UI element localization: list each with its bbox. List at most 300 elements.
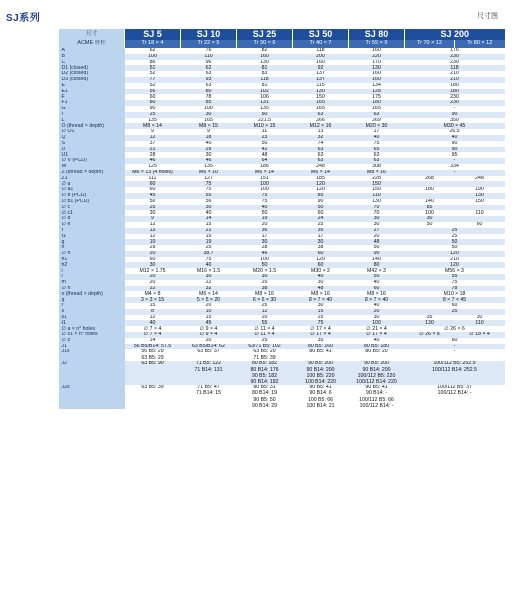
table-cell: 32: [293, 135, 349, 141]
table-cell: 180: [405, 89, 505, 95]
row-label: F: [59, 94, 125, 100]
row-label: D3 (closed): [59, 77, 125, 83]
table-cell: 75: [181, 181, 237, 187]
table-cell: 130: [293, 89, 349, 95]
table-cell: 86: [149, 59, 156, 65]
row-label: ∅ b (PCD): [59, 193, 125, 199]
table-cell-sj200: 60: [476, 221, 483, 228]
table-cell: 50: [261, 210, 268, 216]
table-cell: 80: [349, 262, 405, 268]
table-cell: 26.5: [449, 129, 460, 135]
table-cell: 37: [149, 140, 156, 147]
table-cell: 165: [316, 105, 325, 112]
table-cell: 150: [349, 181, 405, 187]
table-cell: 120: [293, 181, 349, 187]
row-label: Z (thread × depth): [59, 170, 125, 176]
table-cell: 100: [260, 187, 269, 193]
table-cell-sj200: 35: [426, 314, 433, 320]
table-cell: 20: [125, 274, 181, 280]
table-cell: 6 × 6 × 30: [237, 297, 293, 303]
model-header: SJ 10: [181, 29, 237, 40]
table-cell: 40: [373, 337, 380, 344]
table-cell: 55: [237, 320, 293, 326]
table-cell: 15: [205, 233, 212, 239]
table-cell: 30: [237, 239, 293, 245]
table-cell: [405, 361, 505, 385]
table-cell: 78: [205, 94, 212, 100]
table-cell: 308: [372, 163, 381, 170]
row-label: h2: [59, 262, 125, 268]
table-cell-sj200: 190: [475, 187, 484, 193]
table-cell: 165: [293, 100, 349, 106]
table-cell: 125: [148, 163, 157, 170]
row-label: E1: [59, 89, 125, 95]
row-label: L: [59, 118, 125, 124]
table-cell: 17: [261, 233, 268, 239]
model-header: SJ 50: [293, 29, 349, 40]
table-cell: 40: [181, 262, 237, 268]
table-cell: 63 B5: 37: [197, 349, 220, 355]
table-cell: 14: [149, 337, 156, 344]
table-cell: 80: [181, 89, 237, 95]
table-cell: M6 × 10: [181, 170, 237, 176]
table-cell: M16 × 1.5: [196, 268, 221, 274]
table-cell: 30: [237, 274, 293, 280]
row-label: G: [59, 106, 125, 112]
table-cell-sj200: 30: [476, 314, 483, 320]
table-cell: 92: [293, 65, 349, 71]
table-cell: 40: [205, 210, 212, 216]
row-label: s1: [59, 315, 125, 321]
table-cell: 60: [149, 187, 156, 193]
table-cell: 118: [316, 48, 325, 54]
table-cell: 63: [205, 82, 212, 89]
row-label: ∅ O1: [59, 129, 125, 135]
page-title: SJ系列: [6, 13, 41, 24]
row-label: t1: [59, 320, 125, 326]
table-cell: 63: [293, 158, 349, 164]
header-threads-row: [59, 40, 505, 48]
table-cell: 32: [181, 286, 237, 292]
table-cell: 130: [349, 65, 405, 71]
table-cell: [237, 361, 293, 385]
table-cell: 128: [349, 89, 405, 95]
cell-line: 80 B14: 176: [250, 366, 279, 373]
cell-line: 63 B5: 29: [253, 349, 276, 355]
table-cell: 8 × 7 × 40: [349, 297, 405, 303]
table-cell: 118: [237, 77, 293, 83]
table-cell: 74: [317, 140, 324, 147]
table-cell: 42: [237, 147, 293, 153]
table-cell-sj200: 130: [455, 193, 505, 199]
table-row: [59, 349, 505, 361]
table-cell: 81: [237, 65, 293, 71]
table-cell: 15: [205, 314, 212, 320]
table-cell: 30: [181, 205, 237, 211]
table-cell: 22: [205, 279, 212, 286]
cell-line: 71 B5: 39: [253, 354, 276, 361]
table-cell-sj200: ∅ 18 × 4: [455, 332, 505, 338]
table-cell: 25: [317, 221, 324, 228]
table-cell: 12: [237, 309, 293, 315]
table-cell: 160: [372, 48, 381, 54]
cell-line: 90 B5: 41: [309, 385, 332, 391]
row-label: f1: [59, 234, 125, 240]
row-label: ∅ c: [59, 205, 125, 211]
table-body: [59, 48, 505, 409]
table-cell-sj200: 180: [425, 187, 434, 193]
row-label: ∅ a × n° holes: [59, 326, 125, 332]
table-cell: 30: [349, 216, 405, 222]
thread-header: Tr 30 × 6: [237, 40, 293, 48]
row-label: g: [59, 239, 125, 245]
table-cell: 60: [451, 337, 458, 344]
table-cell: 135: [260, 105, 269, 112]
table-cell: 175: [372, 94, 381, 100]
row-label: ∅ e: [59, 222, 125, 228]
table-cell: 82: [261, 48, 268, 54]
dimension-table: [58, 29, 505, 409]
table-cell: 269: [372, 117, 381, 123]
cell-line: 71 B5: 47: [197, 385, 220, 391]
table-cell: 21: [181, 228, 237, 234]
table-cell: 75: [261, 198, 268, 205]
table-cell: 38: [237, 286, 293, 292]
table-cell: 90: [405, 112, 505, 118]
table-cell: ∅ 9 × 4: [181, 332, 237, 338]
table-cell-sj200: 50: [426, 221, 433, 228]
table-cell: 137: [293, 77, 349, 83]
table-cell: [293, 361, 349, 385]
table-cell: 60: [293, 251, 349, 257]
cell-line: 100/112 B14: 252.5: [432, 366, 477, 373]
table-cell: 180: [349, 100, 405, 106]
table-cell: 13: [317, 129, 324, 135]
table-cell: 14: [181, 216, 237, 222]
row-label: ∅ h: [59, 251, 125, 257]
table-cell: 60: [451, 303, 458, 309]
table-cell: 30: [205, 152, 212, 158]
table-cell: ∅ 17 × 4: [310, 326, 331, 332]
table-cell: M8 × 14: [125, 123, 181, 129]
table-cell-sj200: ∅ 26 × 8: [405, 332, 455, 338]
table-cell: 20: [149, 279, 156, 286]
table-cell: 111: [148, 175, 157, 181]
thread-header: Tr 70 × 12: [405, 40, 455, 48]
table-cell: 63 B5/B14: 62: [181, 344, 237, 350]
table-cell: 85: [293, 193, 349, 199]
table-cell: 28: [149, 152, 156, 158]
table-cell: 100: [237, 181, 293, 187]
table-cell: ∅ 26 × 6: [444, 326, 465, 332]
row-label: ∅ a: [59, 181, 125, 187]
cell-line: 80 B5: 182: [251, 361, 278, 367]
table-cell: ∅ 17 × 4: [349, 332, 405, 338]
table-cell: 120: [316, 256, 325, 262]
cell-line: 100/112 B5: 220: [357, 372, 396, 379]
table-cell: M12 × 1.75: [139, 268, 166, 274]
table-cell: 63: [293, 147, 349, 153]
table-cell: 120: [316, 187, 325, 193]
table-cell: ∅ 17 × 4: [293, 332, 349, 338]
table-cell: 221.5: [258, 117, 271, 123]
table-cell: 50: [237, 262, 293, 268]
table-cell-sj200: 100: [425, 210, 434, 216]
table-cell: 70: [349, 205, 405, 211]
table-cell: 63: [373, 152, 380, 158]
table-cell: 25: [125, 205, 181, 211]
table-cell: 100: [349, 320, 405, 326]
table-cell: 36: [237, 228, 293, 234]
table-cell: 102: [237, 89, 293, 95]
cell-line: 90 B14: 6: [309, 390, 332, 397]
table-cell: 10: [181, 309, 237, 315]
table-cell: -: [453, 105, 456, 112]
table-cell: 63: [317, 152, 324, 158]
table-cell: 50: [451, 245, 458, 251]
table-cell: 48: [293, 286, 349, 292]
table-cell: 12: [125, 135, 181, 141]
table-cell: 76: [205, 48, 212, 54]
table-cell: M12 × 16: [293, 123, 349, 129]
table-cell: 50: [149, 198, 156, 205]
table-cell: 75: [451, 279, 458, 286]
table-cell: 200: [293, 54, 349, 60]
table-cell: M10 × 15: [237, 123, 293, 129]
row-label: ∅ x1 × n° holes: [59, 332, 125, 338]
table-cell: 20: [205, 337, 212, 344]
table-cell: 50: [373, 245, 380, 251]
table-cell: ∅ 21 × 4: [366, 326, 387, 332]
row-label: ∅ V (PCD): [59, 158, 125, 164]
table-cell: 25: [261, 337, 268, 344]
row-label: h1: [59, 257, 125, 263]
table-cell: 18: [181, 135, 237, 141]
table-cell: 150: [316, 94, 325, 100]
table-cell: 8: [125, 309, 181, 315]
table-cell: 28: [261, 245, 268, 251]
table-cell: 48: [261, 152, 268, 158]
table-cell: M4 × 8: [144, 291, 161, 297]
table-cell: 60: [149, 94, 156, 100]
table-cell: 9: [207, 129, 210, 135]
table-cell: 12: [149, 314, 156, 320]
table-cell: 110: [181, 54, 237, 60]
table-cell: 17: [373, 129, 380, 135]
thread-header: Tr 80 × 12: [455, 40, 505, 48]
table-cell: 50: [261, 140, 268, 147]
table-cell: 45: [181, 320, 237, 326]
table-cell: 186: [260, 163, 269, 170]
table-cell: ∅ 7 × 4: [143, 326, 162, 332]
cell-line: 90 B14: 200: [306, 366, 335, 373]
row-label: ∅ b1 (PCD): [59, 199, 125, 205]
cell-line: 90 B14: -: [365, 390, 388, 397]
row-label: O (thread × depth): [59, 123, 125, 129]
table-cell: 80 B5: 180: [349, 344, 405, 350]
table-cell: 185: [316, 175, 325, 181]
table-cell: 25: [451, 233, 458, 239]
table-cell: 52: [149, 82, 156, 89]
row-label: Q: [59, 135, 125, 141]
row-label: Z1: [59, 176, 125, 182]
table-cell: 50: [293, 205, 349, 211]
table-cell: 63: [293, 112, 349, 118]
table-cell: 62: [149, 48, 156, 54]
table-cell-sj200: 85: [405, 205, 455, 211]
table-cell: 3 × 3 × 15: [125, 297, 181, 303]
table-cell: 56: [205, 198, 212, 205]
table-cell: ∅ 7 × 4: [125, 332, 181, 338]
cell-line: 100 B5: 220: [306, 372, 335, 379]
row-label: C: [59, 60, 125, 66]
table-row: [59, 361, 505, 385]
table-cell: 11: [261, 129, 268, 135]
table-cell: 151: [260, 175, 269, 181]
table-cell: 65: [349, 147, 405, 153]
table-cell: 80 B5: 20: [365, 349, 388, 355]
cell-line: 100 B14: 21: [306, 402, 335, 409]
table-cell: 25: [261, 279, 268, 286]
table-cell: 60: [317, 210, 324, 216]
model-header: SJ 5: [125, 29, 181, 40]
cell-line: 71 B14: 15: [195, 390, 222, 397]
table-cell: 21: [125, 147, 181, 153]
table-cell: 78: [405, 286, 505, 292]
table-cell: 81: [261, 82, 268, 89]
table-cell: -: [405, 344, 505, 350]
cell-line: 90 B5: 50: [253, 396, 276, 403]
table-cell: 48: [349, 239, 405, 245]
table-cell: 40: [405, 135, 505, 141]
table-cell: M10 × 18: [443, 291, 466, 297]
table-cell: M8 × 16: [311, 291, 330, 297]
table-cell: 180: [450, 82, 459, 89]
table-cell: 165: [372, 105, 381, 112]
table-cell: 45: [125, 193, 181, 199]
row-label: S: [59, 141, 125, 147]
table-cell: 75: [205, 256, 212, 262]
table-cell: M42 × 3: [367, 268, 386, 274]
table-cell: 63: [349, 112, 405, 118]
table-cell: 137: [316, 71, 325, 77]
table-cell: 63 B5: 39: [141, 385, 164, 391]
row-label: ∅ n: [59, 286, 125, 292]
model-header: SJ 25: [237, 29, 293, 40]
table-cell: 15: [205, 221, 212, 228]
table-cell: 17: [317, 233, 324, 239]
table-cell: 20: [373, 233, 380, 239]
cell-line: 90 B14: 29: [251, 402, 278, 409]
table-cell: 62: [181, 65, 237, 71]
row-label: U: [59, 147, 125, 153]
table-cell: 38.7: [181, 251, 237, 257]
row-label: D2 (closed): [59, 71, 125, 77]
table-cell-sj200: 110: [475, 210, 484, 216]
table-cell: 95: [451, 152, 458, 158]
table-cell: 60: [293, 262, 349, 268]
table-cell: 75: [373, 140, 380, 147]
row-label: s: [59, 309, 125, 315]
row-label: ∅ c1: [59, 210, 125, 216]
row-label: f: [59, 228, 125, 234]
table-cell: 19: [237, 216, 293, 222]
table-cell: 24: [293, 216, 349, 222]
table-cell: 40: [125, 320, 181, 326]
page-subtitle: 尺寸图: [477, 13, 498, 20]
table-cell: 60: [125, 181, 181, 187]
table-cell: [349, 361, 405, 385]
thread-header: Tr 18 × 4: [125, 40, 181, 48]
table-cell: [405, 385, 505, 409]
table-cell: 90: [451, 140, 458, 147]
table-cell: M30 × 2: [311, 268, 330, 274]
row-label: J1: [59, 344, 125, 350]
size-label: 尺寸: [59, 29, 125, 40]
table-cell: 80 B5: 160: [293, 344, 349, 350]
table-cell: 30: [125, 262, 181, 268]
table-cell: 165: [204, 117, 213, 123]
table-cell: 230: [405, 54, 505, 60]
table-cell: 160: [237, 54, 293, 60]
table-cell: 10: [125, 239, 181, 245]
table-cell: [349, 385, 405, 409]
model-header: SJ 80: [349, 29, 405, 40]
table-cell: 130: [372, 198, 381, 205]
table-cell: [237, 349, 293, 361]
table-cell: 8 × 7 × 45: [405, 297, 505, 303]
table-cell: 160: [349, 77, 405, 83]
cell-line: 100/112 B5: 252.5: [433, 361, 476, 367]
table-cell: 52: [149, 71, 156, 77]
row-label: A: [59, 48, 125, 54]
table-cell: 13: [125, 228, 181, 234]
table-row: [59, 385, 505, 409]
cell-line: 80 B14: 19: [251, 390, 278, 397]
table-cell: 115: [316, 82, 325, 89]
table-cell: 40: [205, 140, 212, 147]
table-cell: 90: [349, 251, 405, 257]
row-label: ∅ z: [59, 338, 125, 344]
row-label: h: [59, 245, 125, 251]
table-cell: [293, 385, 349, 409]
table-cell: 230: [405, 100, 505, 106]
cell-line: 90 B14: 182: [250, 379, 279, 386]
model-header: SJ 200: [405, 29, 505, 40]
table-cell: 40: [373, 303, 380, 309]
table-cell: 90: [317, 198, 324, 205]
cell-line: 100/112 B14: 220: [356, 379, 397, 386]
table-cell: 25: [261, 303, 268, 309]
table-cell: 334: [450, 163, 459, 170]
table-cell: 135: [148, 117, 157, 123]
row-label: B: [59, 54, 125, 60]
thread-label: ACME 丝杆: [59, 40, 125, 48]
table-cell: 75: [293, 320, 349, 326]
table-cell: M6 × 14: [199, 291, 218, 297]
table-cell: 30: [317, 279, 324, 286]
table-cell: ∅ 9 × 4: [199, 326, 218, 332]
table-cell: 63: [205, 71, 212, 77]
cell-line: 90 B5: 200: [363, 361, 390, 367]
table-cell: -: [405, 170, 505, 176]
table-cell: 118: [405, 65, 505, 71]
table-cell: 38: [317, 245, 324, 251]
table-cell: -: [405, 158, 505, 164]
table-cell: 30: [373, 314, 380, 320]
table-cell: 51: [125, 65, 181, 71]
table-cell: 266: [316, 117, 325, 123]
